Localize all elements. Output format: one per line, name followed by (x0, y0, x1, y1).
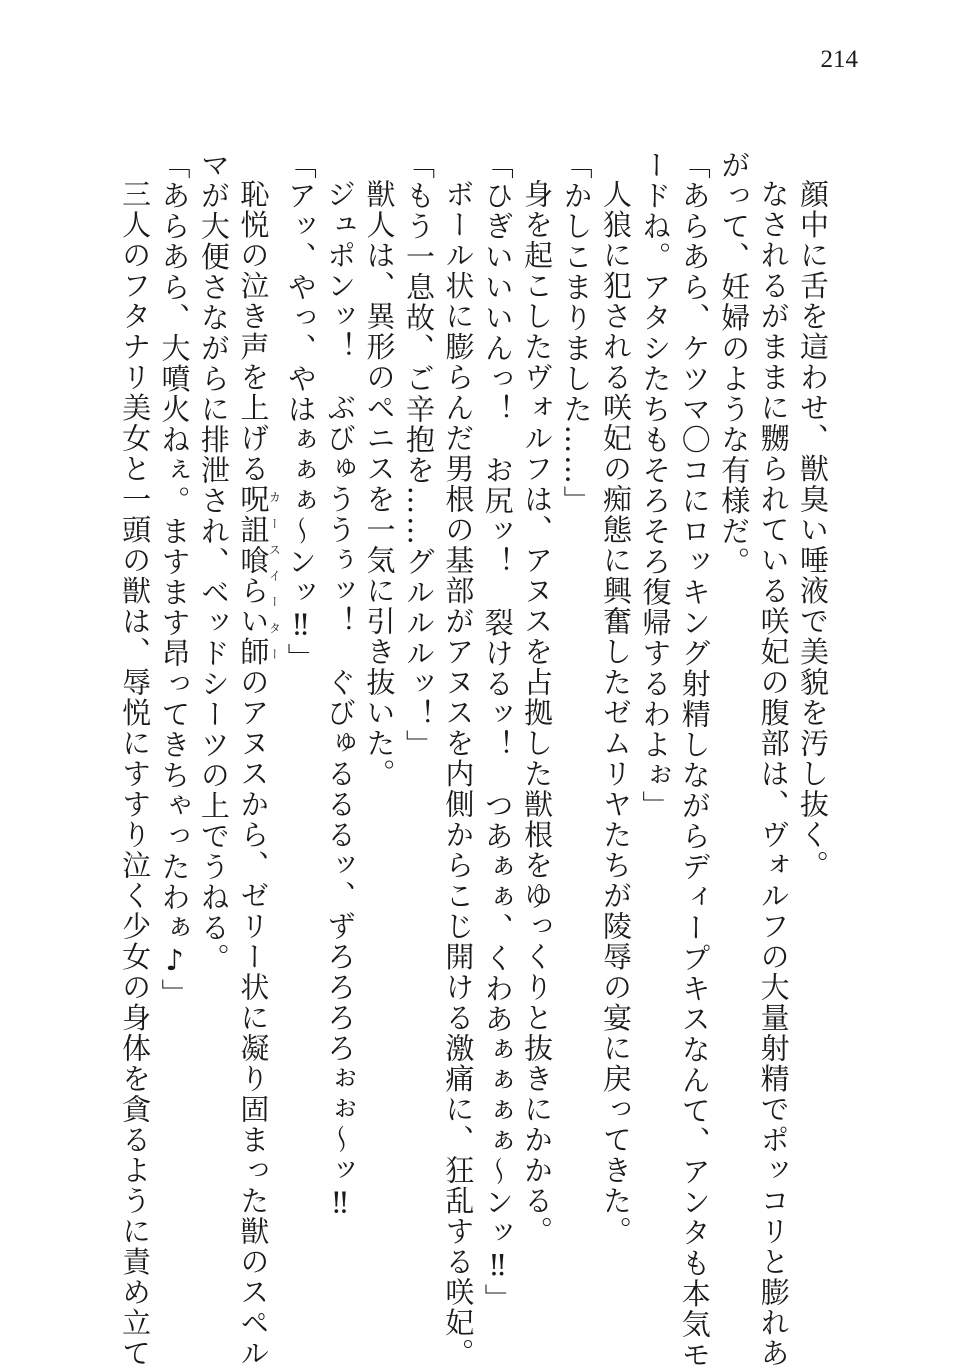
text-line: 「もう一息故、ご辛抱を……グルルルッ！」 (401, 150, 436, 760)
page-number: 214 (820, 46, 858, 73)
text-line: がって、妊婦のような有様だ。 (717, 150, 752, 577)
text-line: 身を起こしたヴォルフは、アヌスを占拠した獣根をゆっくりと抜きにかかる。 (520, 179, 555, 1247)
text-line: なされるがままに嬲られている咲妃の腹部は、ヴォルフの大量射精でポッコリと膨れあ (756, 179, 791, 1369)
text-line: マが大便さながらに排泄され、ベッドシーツの上でうねる。 (196, 150, 231, 974)
text-segment: のアヌスから、ゼリー状に凝り固まった獣のスペル (236, 667, 271, 1369)
text-line: 獣人は、異形のペニスを一気に引き抜いた。 (362, 179, 397, 789)
ruby-word (236, 484, 282, 667)
text-line: ボール状に膨らんだ男根の基部がアヌスを内側からこじ開ける激痛に、狂乱する咲妃。 (441, 179, 476, 1369)
text-line: ジュポンッ！ ぶびゅううぅッ！ ぐびゅるるるッ、ずろろろろぉぉ〜ッ‼ (323, 179, 358, 1221)
text-line: 三人のフタナリ美女と一頭の獣は、辱悦にすすり泣く少女の身体を貪るように責め立て (118, 179, 153, 1369)
text-line: 人狼に犯される咲妃の痴態に興奮したゼムリヤたちが陵辱の宴に戻ってきた。 (598, 179, 633, 1247)
text-line (233, 150, 282, 1369)
ruby-base: 呪詛喰らい師 (236, 484, 271, 667)
text-segment: 恥悦の泣き声を上げる (236, 179, 271, 484)
text-line: 顔中に舌を這わせ、獣臭い唾液で美貌を汚し抜く。 (796, 179, 830, 881)
text-line: 「あらあら、ケツマ〇コにロッキング射精しながらディープキスなんて、アンタも本気モ (677, 150, 712, 1370)
text-line: 「アッ、やっ、やはぁぁぁ〜ンッ‼」 (283, 150, 318, 674)
body-text (118, 150, 832, 1370)
text-line: 「ひぎいいいんっ！ お尻ッ！ 裂けるッ！ つあぁぁ、くわあぁぁぁぁ〜ンッ‼」 (480, 150, 515, 1314)
text-line: 「かしこまりました……」 (559, 150, 594, 516)
text-line: 「あらあら、大噴火ねぇ。ますます昂ってきちゃったわぁ♪」 (157, 150, 192, 1009)
text-line: ードね。アタシたちもそろそろ復帰するわよぉ」 (638, 150, 673, 821)
ruby-reading: カースイーター (267, 484, 282, 667)
